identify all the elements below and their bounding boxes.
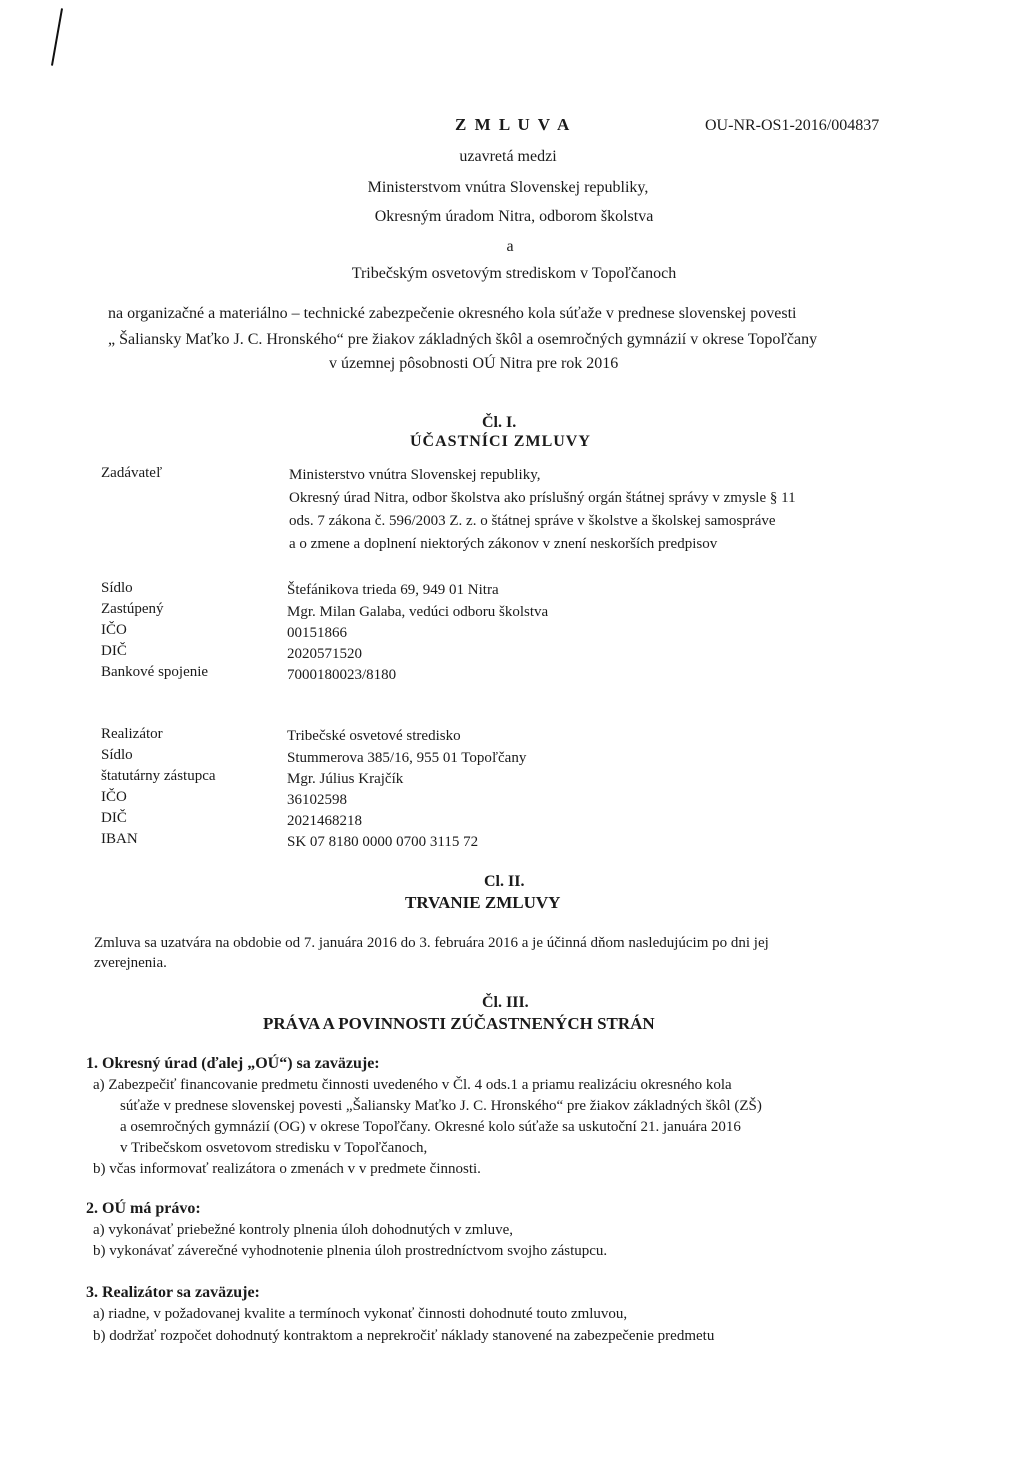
article-number: Cl. II. <box>484 873 525 890</box>
handwritten-mark <box>51 8 63 65</box>
zadavatel-line: ods. 7 zákona č. 596/2003 Z. z. o štátnej správe v školstve a školskej samospráve <box>289 513 776 529</box>
document-reference: OU-NR-OS1-2016/004837 <box>705 117 880 134</box>
party1-label: Sídlo <box>101 580 133 596</box>
party1-label: DIČ <box>101 643 127 659</box>
party2-value: SK 07 8180 0000 0700 3115 72 <box>287 834 479 850</box>
party2-value: Mgr. Július Krajčík <box>287 771 404 787</box>
zadavatel-line: Ministerstvo vnútra Slovenskej republiky, <box>289 467 541 483</box>
section-line: a) vykonávať priebežné kontroly plnenia úloh dohodnutých v zmluve, <box>93 1222 514 1238</box>
party1-label: Zastúpený <box>101 601 164 617</box>
section-line: v Tribečskom osvetovom stredisku v Topoľčanoch, <box>120 1140 428 1156</box>
header-line: Tribečským osvetovým strediskom v Topoľčanoch <box>351 265 677 282</box>
article-text: Zmluva sa uzatvára na obdobie od 7. januára 2016 do 3. februára 2016 a je účinná dňom nasledujúcim po dni jej <box>94 935 769 951</box>
section-line: b) dodržať rozpočet dohodnutý kontraktom a neprekročiť náklady stanovené na zabezpečenie predmetu <box>93 1328 715 1344</box>
header-line: Ministerstvom vnútra Slovenskej republiky, <box>367 179 649 196</box>
section-line: a) Zabezpečiť financovanie predmetu činnosti uvedeného v Čl. 4 ods.1 a priamu realizáciu okresného kola <box>93 1077 732 1093</box>
subject-line: „ Šaliansky Maťko J. C. Hronského“ pre žiakov základných škôl a osemročných gymnázií v okrese Topoľčany <box>108 331 818 348</box>
party2-value: Stummerova 385/16, 955 01 Topoľčany <box>287 750 527 766</box>
party1-value: Štefánikova trieda 69, 949 01 Nitra <box>287 582 499 598</box>
article-text: zverejnenia. <box>94 955 167 971</box>
subject-line: v územnej pôsobnosti OÚ Nitra pre rok 2016 <box>329 355 619 372</box>
article-number: Čl. I. <box>482 414 517 431</box>
party1-value: 7000180023/8180 <box>287 667 397 683</box>
party2-label: DIČ <box>101 810 127 826</box>
party2-value: 2021468218 <box>287 813 362 829</box>
section-line: súťaže v prednese slovenskej povesti „Šaliansky Maťko J. C. Hronského“ pre žiakov základných škôl (ZŠ) <box>120 1098 762 1114</box>
party2-value: 36102598 <box>287 792 347 808</box>
article-heading: ÚČASTNÍCI ZMLUVY <box>410 433 591 450</box>
party2-label: Realizátor <box>101 726 163 742</box>
party1-value: 00151866 <box>287 625 347 641</box>
section-heading: 1. Okresný úrad (ďalej „OÚ“) sa zaväzuje: <box>86 1055 380 1072</box>
document-title: Z M L U V A <box>455 115 572 134</box>
party2-label: IČO <box>101 789 127 805</box>
party2-label: štatutárny zástupca <box>101 768 216 784</box>
header-line: a <box>506 238 514 255</box>
zadavatel-line: Okresný úrad Nitra, odbor školstva ako príslušný orgán štátnej správy v zmysle § 11 <box>289 490 796 506</box>
party2-label: Sídlo <box>101 747 133 763</box>
party2-value: Tribečské osvetové stredisko <box>287 728 461 744</box>
article-heading: TRVANIE ZMLUVY <box>405 893 561 912</box>
party1-value: Mgr. Milan Galaba, vedúci odboru školstva <box>287 604 549 620</box>
section-line: a osemročných gymnázií (OG) v okrese Topoľčany. Okresné kolo súťaže sa uskutoční 21. januára 2016 <box>120 1119 741 1135</box>
party1-label: Bankové spojenie <box>101 664 209 680</box>
party2-label: IBAN <box>101 831 138 847</box>
header-line: Okresným úradom Nitra, odborom školstva <box>374 208 654 225</box>
section-line: b) vykonávať záverečné vyhodnotenie plnenia úloh prostredníctvom svojho zástupcu. <box>93 1243 608 1259</box>
article-heading: PRÁVA A POVINNOSTI ZÚČASTNENÝCH STRÁN <box>263 1014 655 1033</box>
zadavatel-label: Zadávateľ <box>101 465 163 481</box>
party1-label: IČO <box>101 622 127 638</box>
subject-line: na organizačné a materiálno – technické zabezpečenie okresného kola súťaže v prednese slovenskej povesti <box>108 305 797 322</box>
section-line: b) včas informovať realizátora o zmenách v v predmete činnosti. <box>93 1161 481 1177</box>
section-heading: 3. Realizátor sa zaväzuje: <box>86 1284 260 1301</box>
section-heading: 2. OÚ má právo: <box>86 1200 201 1217</box>
article-number: Čl. III. <box>482 994 529 1011</box>
section-line: a) riadne, v požadovanej kvalite a termínoch vykonať činnosti dohodnuté touto zmluvou, <box>93 1306 628 1322</box>
zadavatel-line: a o zmene a doplnení niektorých zákonov v znení neskorších predpisov <box>289 536 718 552</box>
party1-value: 2020571520 <box>287 646 362 662</box>
